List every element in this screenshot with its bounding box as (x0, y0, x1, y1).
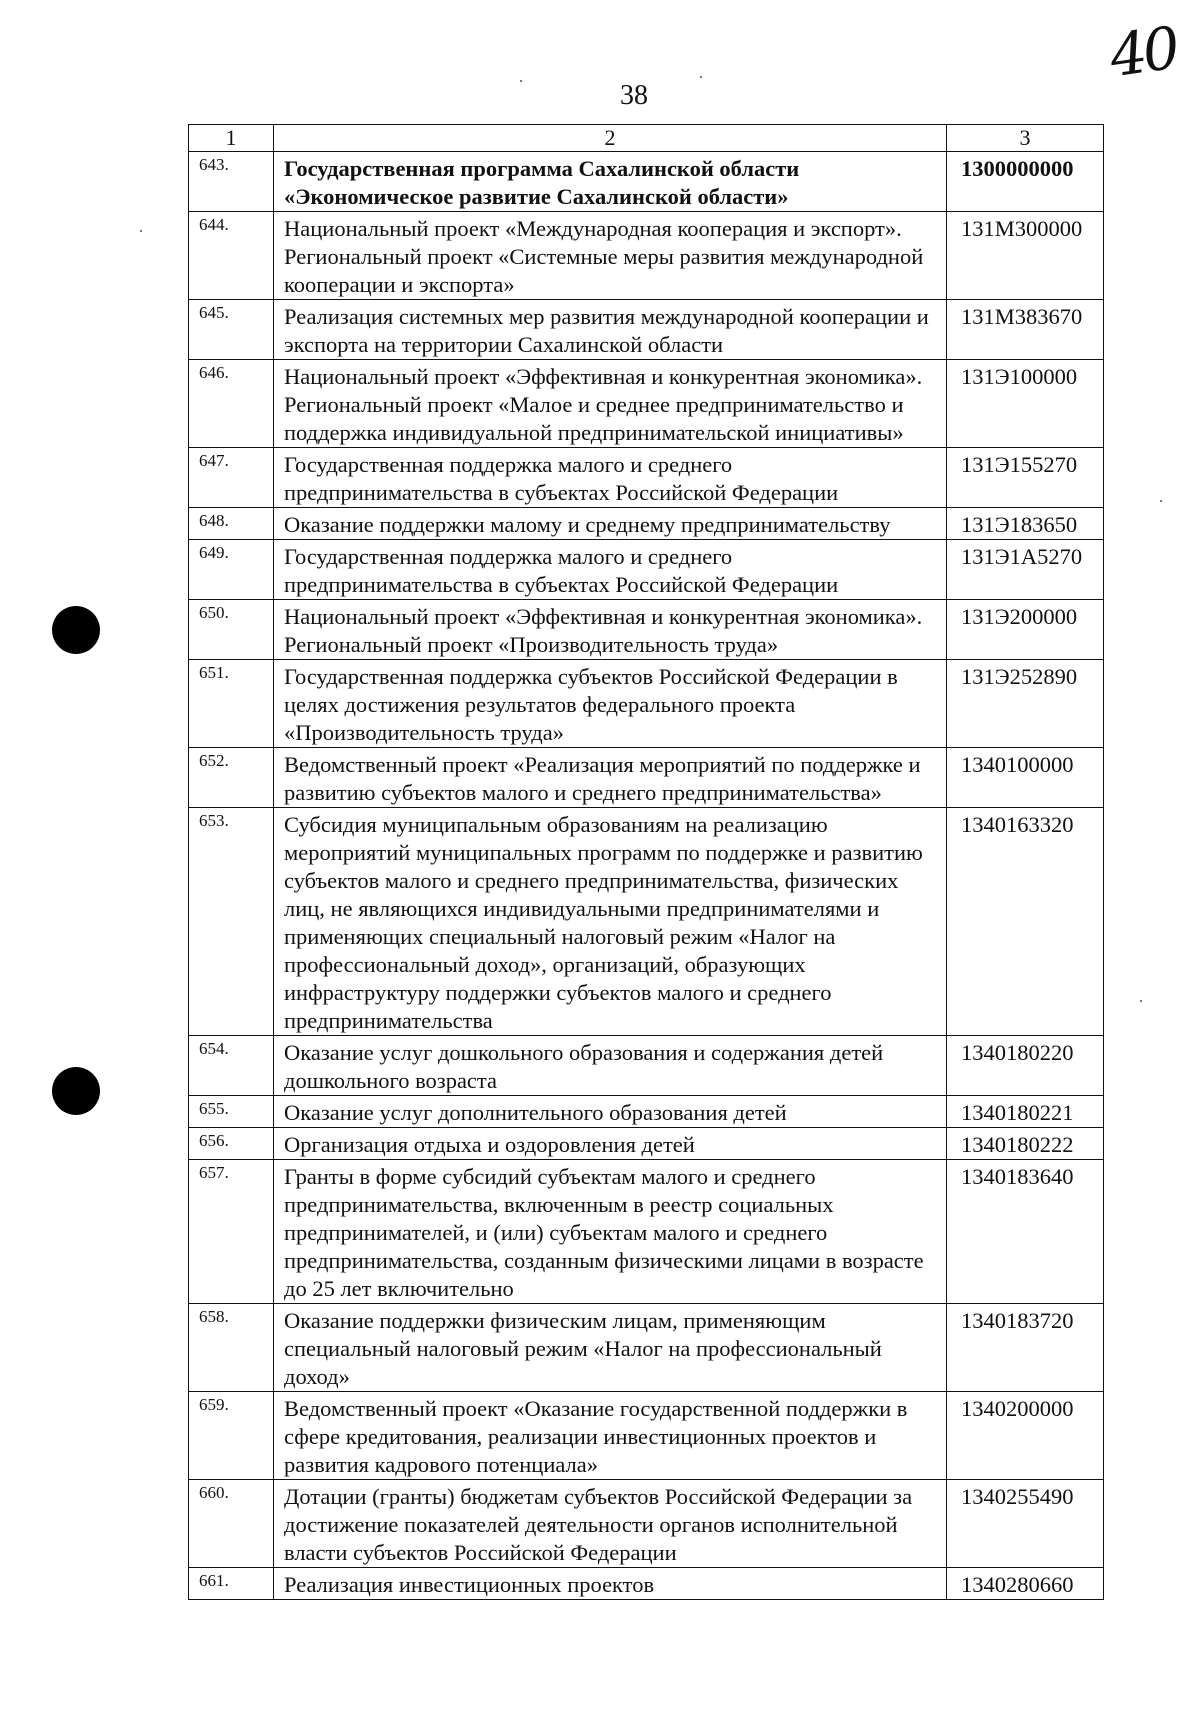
table-row (189, 448, 1104, 508)
row-code-cell: 131Э183650 (947, 508, 1104, 540)
row-name-cell: Национальный проект «Эффективная и конкурентная экономика». Региональный проект «Производительность труда» (274, 600, 947, 660)
row-name-cell: Государственная поддержка малого и среднего предпринимательства в субъектах Российской Федерации (274, 540, 947, 600)
row-name-cell: Гранты в форме субсидий субъектам малого и среднего предпринимательства, включенным в реестр социальных предпринимателей, и (или) субъектам малого и среднего предпринимательства, созданным физическими лицами в возрасте до 25 лет включительно (274, 1160, 947, 1304)
row-number-cell: 656. (189, 1128, 274, 1160)
row-number-cell: 646. (189, 360, 274, 448)
table-row (189, 1128, 1104, 1160)
row-code-cell: 1300000000 (947, 152, 1104, 212)
table-row (189, 808, 1104, 1036)
row-name-cell: Оказание поддержки физическим лицам, применяющим специальный налоговый режим «Налог на профессиональный доход» (274, 1304, 947, 1392)
row-number-cell: 653. (189, 808, 274, 1036)
row-code-cell: 131Э100000 (947, 360, 1104, 448)
row-number-cell: 652. (189, 748, 274, 808)
row-code-cell: 1340183720 (947, 1304, 1104, 1392)
row-name-cell: Организация отдыха и оздоровления детей (274, 1128, 947, 1160)
table-row (189, 1036, 1104, 1096)
table-row (189, 508, 1104, 540)
column-header-number: 1 (189, 125, 274, 152)
row-name-cell: Реализация инвестиционных проектов (274, 1568, 947, 1600)
table-row (189, 212, 1104, 300)
row-name-cell: Ведомственный проект «Оказание государственной поддержки в сфере кредитования, реализации инвестиционных проектов и развития кадрового потенциала» (274, 1392, 947, 1480)
row-code-cell: 1340163320 (947, 808, 1104, 1036)
row-name-cell: Оказание услуг дошкольного образования и содержания детей дошкольного возраста (274, 1036, 947, 1096)
table-row (189, 1392, 1104, 1480)
row-number-cell: 644. (189, 212, 274, 300)
row-code-cell: 1340255490 (947, 1480, 1104, 1568)
row-code-cell: 1340183640 (947, 1160, 1104, 1304)
row-number-cell: 654. (189, 1036, 274, 1096)
row-number-cell: 643. (189, 152, 274, 212)
scan-speck (700, 76, 702, 78)
table-row (189, 600, 1104, 660)
table-row (189, 660, 1104, 748)
table-row (189, 152, 1104, 212)
table-row (189, 1160, 1104, 1304)
row-name-cell: Ведомственный проект «Реализация мероприятий по поддержке и развитию субъектов малого и среднего предпринимательства» (274, 748, 947, 808)
row-code-cell: 1340180220 (947, 1036, 1104, 1096)
row-name-cell: Оказание поддержки малому и среднему предпринимательству (274, 508, 947, 540)
row-name-cell: Дотации (гранты) бюджетам субъектов Российской Федерации за достижение показателей деятельности органов исполнительной власти субъектов Российской Федерации (274, 1480, 947, 1568)
row-code-cell: 131Э252890 (947, 660, 1104, 748)
table-row (189, 1480, 1104, 1568)
table-row (189, 1096, 1104, 1128)
page-number: 38 (620, 80, 648, 111)
row-number-cell: 660. (189, 1480, 274, 1568)
row-name-cell: Национальный проект «Эффективная и конкурентная экономика». Региональный проект «Малое и среднее предпринимательство и поддержка индивидуальной предпринимательской инициативы» (274, 360, 947, 448)
row-number-cell: 647. (189, 448, 274, 508)
row-number-cell: 657. (189, 1160, 274, 1304)
row-number-cell: 661. (189, 1568, 274, 1600)
punch-hole-lower (52, 1067, 100, 1115)
table-row (189, 300, 1104, 360)
scan-speck (1160, 500, 1162, 502)
row-number-cell: 650. (189, 600, 274, 660)
row-code-cell: 131М300000 (947, 212, 1104, 300)
column-header-name: 2 (274, 125, 947, 152)
scan-speck (1140, 1000, 1142, 1002)
row-number-cell: 649. (189, 540, 274, 600)
row-name-cell: Реализация системных мер развития международной кооперации и экспорта на территории Сахалинской области (274, 300, 947, 360)
row-name-cell: Государственная программа Сахалинской области «Экономическое развитие Сахалинской области» (274, 152, 947, 212)
scan-speck (140, 230, 142, 232)
scan-speck (520, 80, 522, 82)
table-row (189, 1304, 1104, 1392)
registry-table-body (189, 125, 1104, 1600)
row-code-cell: 1340180221 (947, 1096, 1104, 1128)
handwritten-folio-number: 40 (1105, 13, 1181, 91)
row-code-cell: 1340180222 (947, 1128, 1104, 1160)
row-name-cell: Субсидия муниципальным образованиям на реализацию мероприятий муниципальных программ по поддержке и развитию субъектов малого и среднего предпринимательства, физических лиц, не являющихся индивидуальными предпринимателями и применяющих специальный налоговый режим «Налог на профессиональный доход», организаций, образующих инфраструктуру поддержки субъектов малого и среднего предпринимательства (274, 808, 947, 1036)
row-name-cell: Государственная поддержка субъектов Российской Федерации в целях достижения результатов федерального проекта «Производительность труда» (274, 660, 947, 748)
column-header-code: 3 (947, 125, 1104, 152)
row-number-cell: 645. (189, 300, 274, 360)
row-name-cell: Государственная поддержка малого и среднего предпринимательства в субъектах Российской Федерации (274, 448, 947, 508)
row-code-cell: 131М383670 (947, 300, 1104, 360)
column-number-header-row (189, 125, 1104, 152)
row-code-cell: 131Э200000 (947, 600, 1104, 660)
row-name-cell: Национальный проект «Международная кооперация и экспорт». Региональный проект «Системные меры развития международной кооперации и экспорта» (274, 212, 947, 300)
table-row (189, 540, 1104, 600)
row-code-cell: 131Э1А5270 (947, 540, 1104, 600)
row-code-cell: 1340100000 (947, 748, 1104, 808)
table-row (189, 1568, 1104, 1600)
code-registry-table (188, 124, 1104, 1600)
row-number-cell: 658. (189, 1304, 274, 1392)
table-row (189, 748, 1104, 808)
row-name-cell: Оказание услуг дополнительного образования детей (274, 1096, 947, 1128)
row-code-cell: 1340280660 (947, 1568, 1104, 1600)
punch-hole-upper (52, 606, 100, 654)
row-code-cell: 1340200000 (947, 1392, 1104, 1480)
table-row (189, 360, 1104, 448)
row-code-cell: 131Э155270 (947, 448, 1104, 508)
row-number-cell: 651. (189, 660, 274, 748)
row-number-cell: 648. (189, 508, 274, 540)
row-number-cell: 659. (189, 1392, 274, 1480)
row-number-cell: 655. (189, 1096, 274, 1128)
